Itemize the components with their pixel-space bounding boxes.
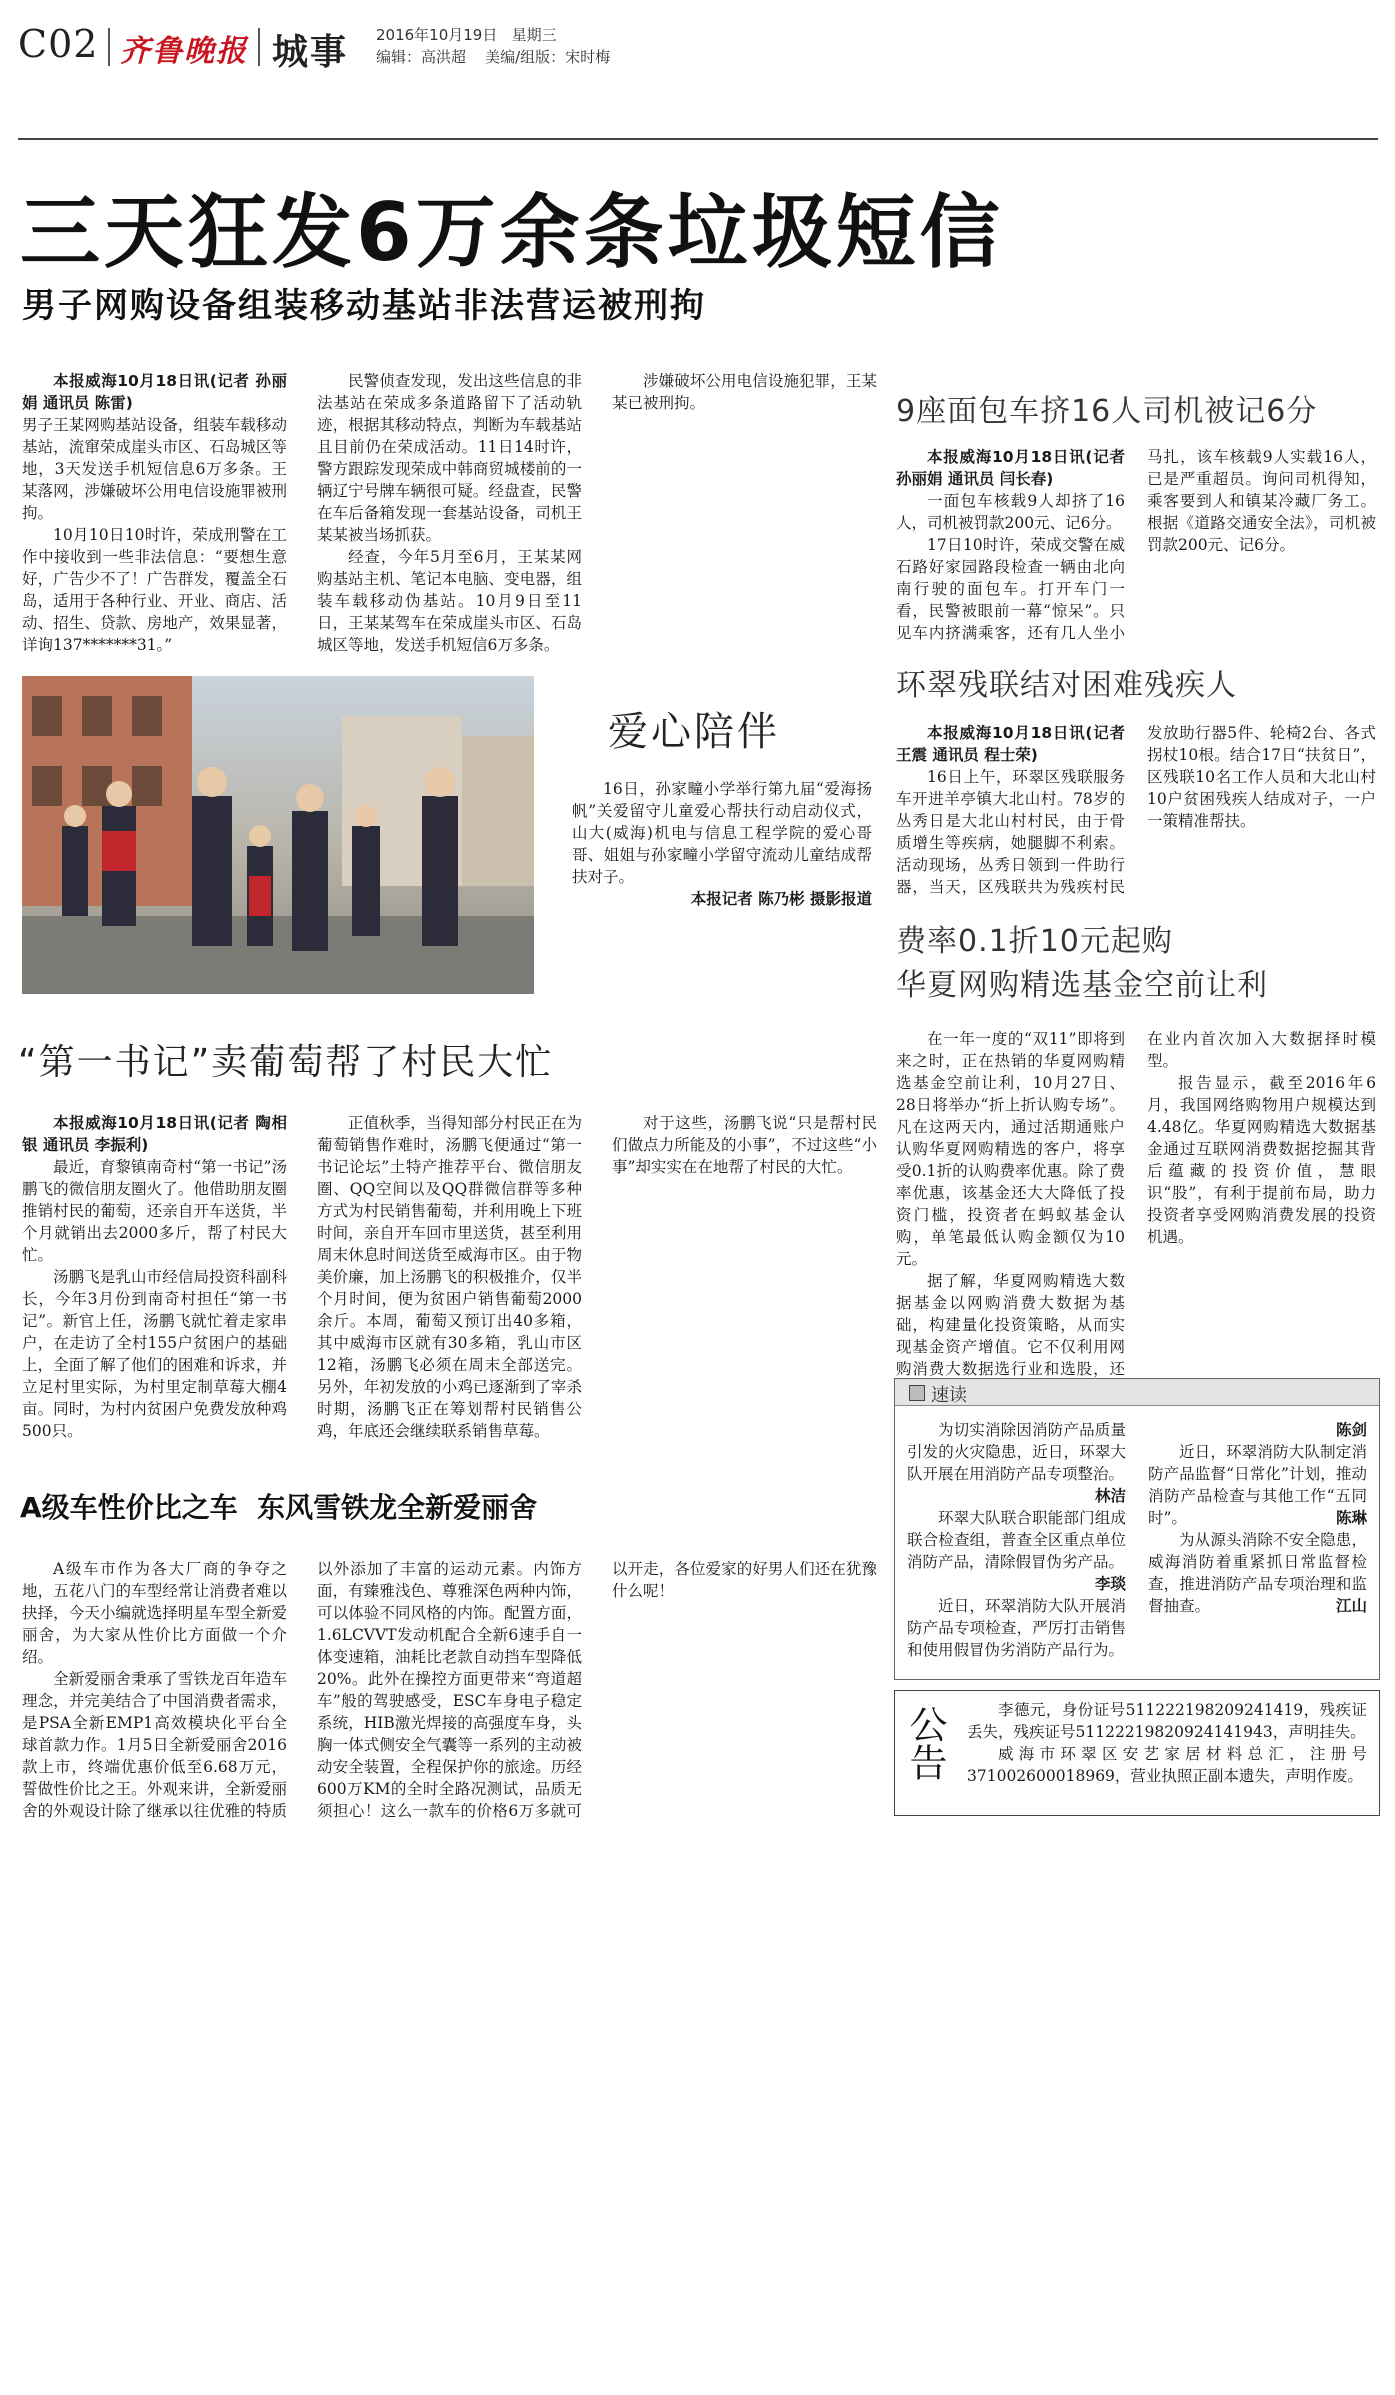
brief-item-author: 李琰	[1094, 1575, 1126, 1593]
main-byline: 本报威海10月18日讯(记者 孙丽娟 通讯员 陈雷)	[22, 372, 287, 412]
car-para: 全新爱丽舍秉承了雪铁龙百年造车理念，并完美结合了中国消费者需求，是PSA全新EMP1高效模块化平台全球首款力作。1月5日全新爱丽舍2016款上市，终端优惠价低至6.68万元，誓做性价比之王。外观来讲，全新爱丽舍的外观设计除了继承以往优雅的特质以外添加了丰富的运动元素。内饰方面，有臻雅浅色、尊雅深色两种内饰，可以体验不同风格的内饰。配置方面，1.6LCVVT发动机配合全新6速手自一体变速箱，油耗比老款自动挡车型降低20%。此外在操控方面更带来“弯道超车”般的驾驶感受，ESC车身电子稳定系统，HIB激光焊接的高强度车身，头胸一体式侧安全气囊等一系列的主动被动安全装置，全程保护你的旅途。历经600万KM的全时全路况测试，品质无须担心！这么一款车的价格6万多就可以开走，各位爱家的好男人们还在犹豫什么呢！	[22, 1560, 877, 1820]
grape-headline: “第一书记”卖葡萄帮了村民大忙	[18, 1042, 554, 1083]
main-para: 涉嫌破坏公用电信设施犯罪，王某某已被刑拘。	[612, 372, 877, 412]
brief-item	[1148, 1529, 1367, 1617]
main-para: 民警侦查发现，发出这些信息的非法基站在荣成多条道路留下了活动轨迹，根据其移动特点，判断为车载基站且目前仍在荣成活动。11日14时许，警方跟踪发现荣成中韩商贸城楼前的一辆辽宁号牌车辆很可疑。经盘查，民警在车后备箱发现一套基站设备，司机王某某被当场抓获。	[317, 372, 582, 544]
fund-para: 据了解，华夏网购精选大数据基金以网购消费大数据为基础，构建量化投资策略，从而实现基金资产增值。它不仅利用网购消费大数据选行业和选股，还在业内首次加入大数据择时模型。	[896, 1030, 1376, 1378]
disabled-story-body	[896, 722, 1376, 902]
paper-name-logo: 齐鲁晚报	[120, 34, 248, 69]
editor-text: 编辑：高洪超	[376, 48, 467, 66]
brief-item-author: 陈剑	[1335, 1421, 1367, 1439]
masthead-divider-2	[258, 28, 260, 66]
brief-box	[894, 1378, 1380, 1680]
notice-item: 李德元，身份证号511222198209241419，残疾证丢失，残疾证号51122219820924141943，声明挂失。	[967, 1701, 1367, 1741]
main-subheadline: 男子网购设备组装移动基站非法营运被刑拘	[22, 286, 706, 326]
bus-para: 17日10时许，荣成交警在威石路好家园路段检查一辆由北向南行驶的面包车。打开车门一看，民警被眼前一幕“惊呆”。只见车内挤满乘客，还有几人坐小马扎，该车核载9人实载16人，已是严重超员。询问司机得知，乘客要到人和镇某冷藏厂务工。根据《道路交通安全法》，司机被罚款200元、记6分。	[896, 448, 1376, 642]
photo-credit: 本报记者 陈乃彬 摄影报道	[690, 890, 872, 908]
disabled-para: 16日上午，环翠区残联服务车开进羊亭镇大北山村。78岁的丛秀日是大北山村村民，由于骨质增生等疾病，她腿脚不利索。活动现场，丛秀日领到一件助行器，当天，区残联共为残疾村民发放助行器5件、轮椅2台、各式拐杖10根。结合17日“扶贫日”，区残联10名工作人员和大北山村10户贫困残疾人结成对子，一户一策精准帮扶。	[896, 724, 1376, 896]
brief-body	[907, 1419, 1367, 1671]
brief-title: 速读	[931, 1385, 967, 1406]
grape-para: 最近，育黎镇南奇村“第一书记”汤鹏飞的微信朋友圈火了。他借助朋友圈推销村民的葡萄，还亲自开车送货，半个月就销出去2000多斤，帮了村民大忙。	[22, 1158, 287, 1264]
brief-item-text: 近日，环翠消防大队开展消防产品专项检查，严厉打击销售和使用假冒伪劣消防产品行为。	[907, 1597, 1126, 1659]
fund-story-body	[896, 1028, 1376, 1380]
brief-item	[907, 1507, 1126, 1593]
brief-item-author: 陈琳	[1335, 1509, 1367, 1527]
main-story-body	[22, 370, 877, 660]
photo-caption	[572, 778, 872, 910]
grape-para: 汤鹏飞是乳山市经信局投资科副科长，今年3月份到南奇村担任“第一书记”。新官上任，汤鹏飞就忙着走家串户，在走访了全村155户贫困户的基础上，全面了解了他们的困难和诉求，并立足村里实际，为村里定制草莓大棚4亩。同时，为村内贫困户免费发放种鸡500只。	[22, 1268, 287, 1440]
notice-item: 威海市环翠区安艺家居材料总汇，注册号371002600018969，营业执照正副本遗失，声明作废。	[967, 1745, 1367, 1785]
notice-body	[967, 1699, 1367, 1787]
bus-byline: 本报威海10月18日讯(记者 孙丽娟 通讯员 闫长春)	[896, 448, 1125, 488]
main-para: 经查，今年5月至6月，王某某网购基站主机、笔记本电脑、变电器，组装车载移动伪基站。10月9日至11日，王某某驾车在荣成崖头市区、石岛城区等地，发送手机短信6万多条。	[317, 548, 582, 654]
brief-item-author: 江山	[1335, 1597, 1367, 1615]
brief-item-text: 环翠大队联合职能部门组成联合检查组，普查全区重点单位消防产品，清除假冒伪劣产品。	[907, 1509, 1126, 1571]
masthead-divider-1	[108, 28, 110, 66]
brief-item	[1148, 1441, 1367, 1529]
page-number: C02	[18, 22, 99, 66]
masthead-rule	[18, 138, 1378, 140]
main-para: 10月10日10时许，荣成刑警在工作中接收到一些非法信息：“要想生意好，广告少不了！广告群发，覆盖全石岛，适用于各种行业、开业、商店、活动、招生、贷款、房地产，效果显著，详询137*******31。”	[22, 526, 287, 654]
grape-para: 正值秋季，当得知部分村民正在为葡萄销售作难时，汤鹏飞便通过“第一书记论坛”土特产推荐平台、微信朋友圈、QQ空间以及QQ群微信群等多种方式为村民销售葡萄，并利用晚上下班时间，亲自开车回市里送货，甚至利用周末休息时间送货至威海市区。由于物美价廉，加上汤鹏飞的积极推介，仅半个月时间，便为贫困户销售葡萄2000余斤。本周，葡萄又预订出40多箱，其中威海市区就有30多箱，乳山市区12箱，汤鹏飞必须在周末全部送完。另外，年初发放的小鸡已逐渐到了宰杀时期，汤鹏飞正在筹划帮村民销售公鸡，年底还会继续联系销售草莓。	[317, 1114, 582, 1440]
brief-item-text: 为从源头消除不安全隐患，威海消防着重紧抓日常监督检查，推进消防产品专项治理和监督抽查。	[1148, 1531, 1367, 1615]
weekday-text: 星期三	[511, 26, 557, 44]
car-para: A级车市作为各大厂商的争夺之地，五花八门的车型经常让消费者难以抉择，今天小编就选择明星车型全新爱丽舍，为大家从性价比方面做一个介绍。	[22, 1560, 287, 1666]
notice-box	[894, 1690, 1380, 1816]
main-para: 男子王某网购基站设备，组装车载移动基站，流窜荣成崖头市区、石岛城区等地，3天发送手机短信息6万多条。王某落网，涉嫌破坏公用电信设施罪被刑拘。	[22, 416, 287, 522]
bus-story-body	[896, 446, 1376, 646]
fund-para: 报告显示，截至2016年6月，我国网络购物用户规模达到4.48亿。华夏网购精选大数据基金通过互联网消费数据挖掘其背后蕴藏的投资价值，慧眼识“股”，有利于提前布局，助力投资者享受网购消费发展的投资机遇。	[1147, 1074, 1376, 1246]
section-name: 城事	[272, 32, 349, 73]
disabled-headline: 环翠残联结对困难残疾人	[896, 668, 1237, 703]
bus-para: 一面包车核载9人却挤了16人，司机被罚款200元、记6分。	[896, 492, 1125, 532]
issue-date	[376, 24, 557, 45]
designer-text: 美编/组版：宋时梅	[485, 48, 611, 66]
date-text: 2016年10月19日	[376, 26, 498, 44]
disabled-byline: 本报威海10月18日讯(记者 王震 通讯员 程士荣)	[896, 724, 1125, 764]
notice-label: 公告	[903, 1705, 947, 1781]
brief-item-author: 林洁	[1094, 1487, 1126, 1505]
photo-title: 爱心陪伴	[608, 709, 780, 755]
grape-para: 对于这些，汤鹏飞说“只是帮村民们做点力所能及的小事”，不过这些“小事”却实实在在地帮了村民的大忙。	[612, 1114, 877, 1176]
brief-item-text: 为切实消除因消防产品质量引发的火灾隐患，近日，环翠大队开展在用消防产品专项整治。	[907, 1421, 1126, 1483]
brief-item	[907, 1419, 1126, 1505]
car-story-body	[22, 1558, 877, 1822]
grape-byline: 本报威海10月18日讯(记者 陶相银 通讯员 李振利)	[22, 1114, 287, 1154]
brief-title-bar	[895, 1379, 1379, 1406]
car-headline: A级车性价比之车 东风雪铁龙全新爱丽舍	[20, 1491, 538, 1524]
grape-story-body	[22, 1112, 877, 1472]
fund-headline-1: 费率0.1折10元起购	[896, 924, 1173, 959]
photo-illustration	[22, 676, 534, 994]
bus-headline: 9座面包车挤16人司机被记6分	[896, 394, 1318, 429]
brief-title-icon	[909, 1385, 925, 1401]
fund-para: 在一年一度的“双11”即将到来之时，正在热销的华夏网购精选基金空前让利，10月27日、28日将举办“折上折认购专场”。凡在这两天内，通过活期通账户认购华夏网购精选的客户，将享受0.1折的认购费率优惠。除了费率优惠，该基金还大大降低了投资门槛，投资者在蚂蚁基金认购，单笔最低认购金额仅为10元。	[896, 1030, 1125, 1268]
news-photo	[22, 676, 534, 994]
brief-item-text: 近日，环翠消防大队制定消防产品监督“日常化”计划，推动消防产品检查与其他工作“五同时”。	[1148, 1443, 1367, 1527]
photo-caption-text: 16日，孙家疃小学举行第九届“爱海扬帆”关爱留守儿童爱心帮扶行动启动仪式，山大(威海)机电与信息工程学院的爱心哥哥、姐姐与孙家疃小学留守流动儿童结成帮扶对子。	[572, 780, 872, 886]
editor-credits	[376, 46, 610, 67]
main-headline: 三天狂发6万余条垃圾短信	[20, 186, 1004, 279]
fund-headline-2: 华夏网购精选基金空前让利	[896, 968, 1268, 1003]
